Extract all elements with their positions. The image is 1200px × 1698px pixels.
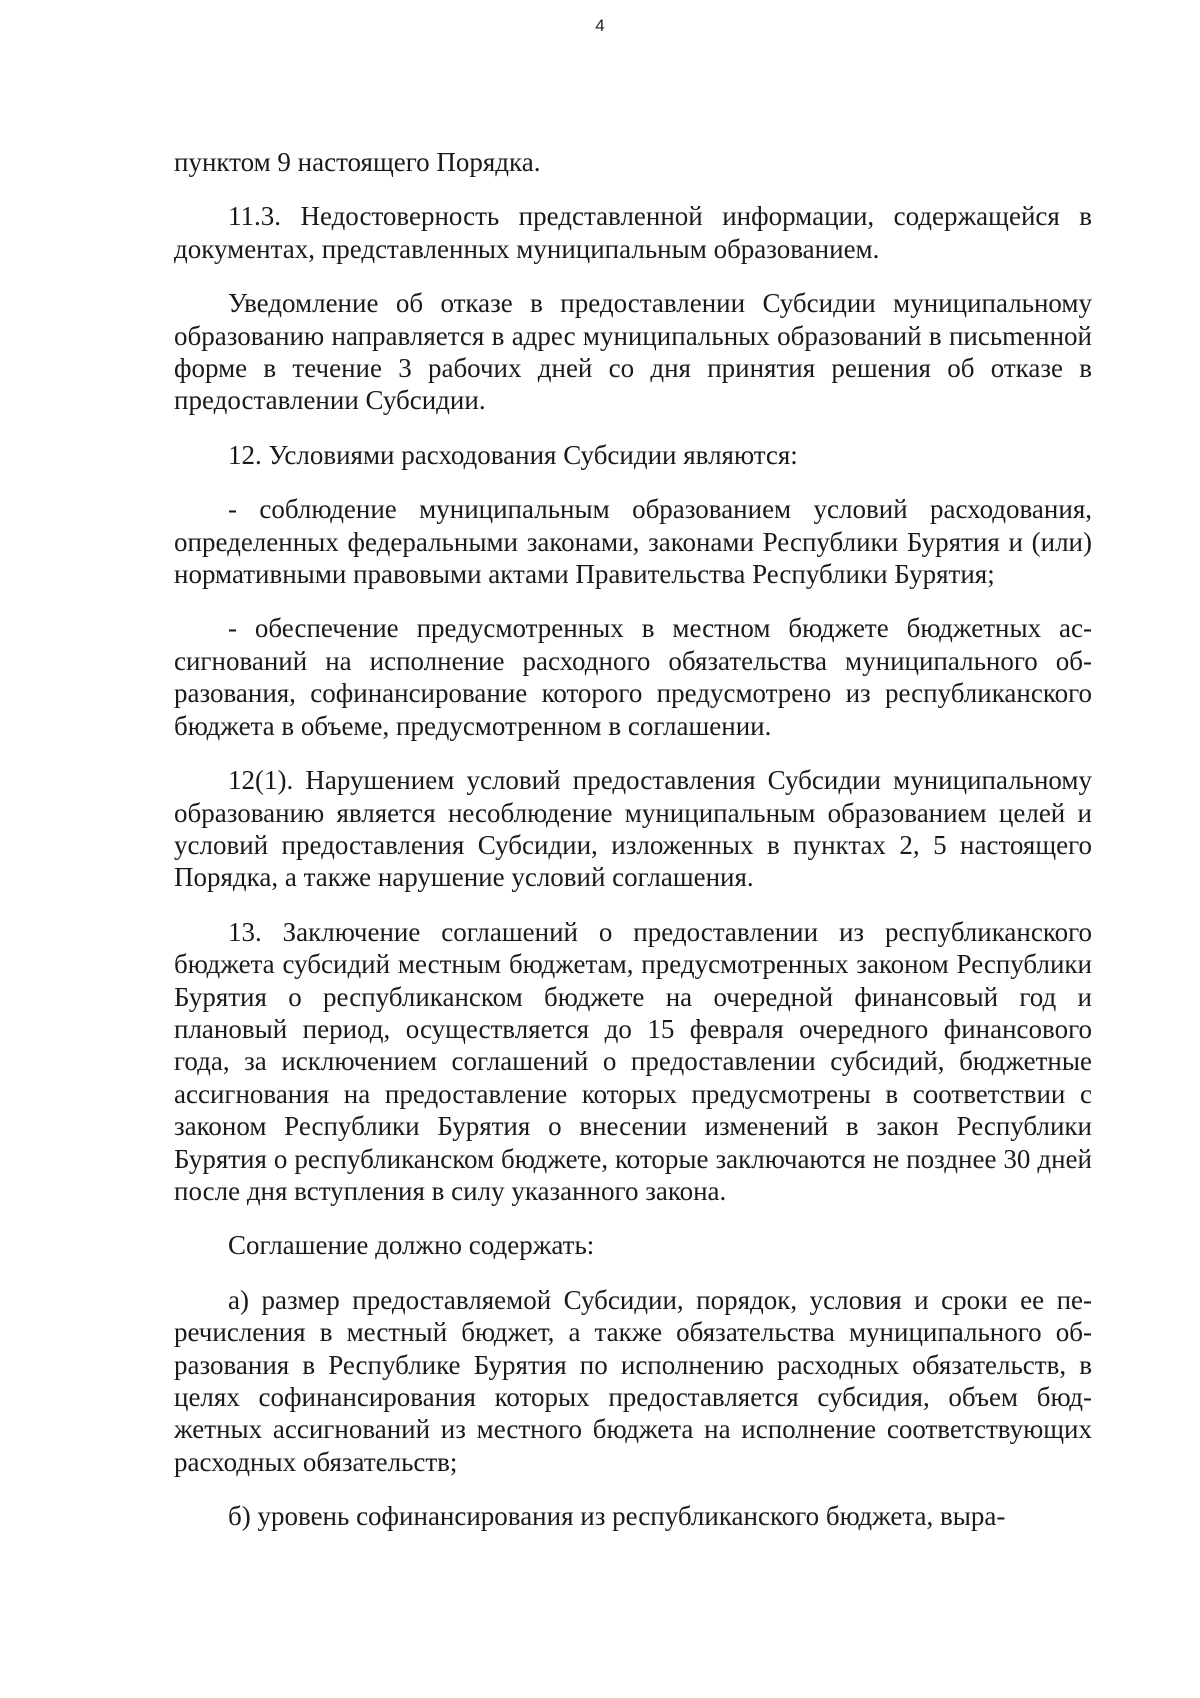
paragraph-11-3: 11.3. Недостоверность представленной информации, содержащейся в документах, представленных муниципальным образованием. xyxy=(174,201,1092,264)
paragraph-12-condition-1: - соблюдение муниципальным образованием условий расходования, определенных федеральными законами, законами Республики Бурятия и (или) нормативными правовыми актами Правительства Республики Бурятия; xyxy=(174,494,1092,590)
document-body xyxy=(174,146,1092,1555)
paragraph-12: 12. Условиями расходования Субсидии являются: xyxy=(228,439,798,470)
paragraph-item-a: а) размер предоставляемой Субсидии, порядок, условия и сроки ее перечисления в местный бюджет, а также обязательства муниципального образования в Республике Бурятия по исполнению расходных обязательств, в целях софинансирования которых предоставляется субсидия, объем бюджетных ассигнований из местного бюджета на исполнение соответствующих расходных обязательств; xyxy=(174,1284,1092,1477)
paragraph-continuation: пунктом 9 настоящего Порядка. xyxy=(174,147,541,177)
paragraph-refusal-notice: Уведомление об отказе в предоставлении Субсидии муниципальному образованию направляется в адрес муниципальных образований в письmенной форме в течение 3 рабочих дней со дня принятия решения об отказе в предоставлении Субсидии. xyxy=(174,288,1092,416)
paragraph-item-b: б) уровень софинансирования из республиканского бюджета, выра- xyxy=(228,1501,1006,1532)
page-number: 4 xyxy=(595,16,605,35)
paragraph-12-condition-2: - обеспечение предусмотренных в местном бюджете бюджетных ассигнований на исполнение расходного обязательства муниципального образования, софинансирование которого предусмотрено из республиканского бюджета в объеме, предусмотренном в соглашении. xyxy=(174,613,1092,741)
paragraph-13: 13. Заключение соглашений о предоставлении из республиканского бюджета субсидий местным бюджетам, предусмотренных законом Республики Бурятия о республиканском бюджете на очередной финансовый год и плановый период, осуществляется до 15 февраля очередного финансового года, за исключением соглашений о предоставлении субсидий, бюджетные ассигнования на предоставление которых предусмотрены в соответствии с законом Республики Бурятия о внесении изменений в закон Республики Бурятия о республиканском бюджете, которые заключаются не позднее 30 дней после дня вступления в силу указанного закона. xyxy=(174,916,1092,1206)
paragraph-agreement-contents: Соглашение должно содержать: xyxy=(228,1230,595,1261)
paragraph-12-1: 12(1). Нарушением условий предоставления Субсидии муниципальному образованию является несоблюдение муниципальным образованием целей и условий предоставления Субсидии, изложенных в пунктах 2, 5 настоящего Порядка, а также нарушение условий соглашения. xyxy=(174,765,1092,893)
